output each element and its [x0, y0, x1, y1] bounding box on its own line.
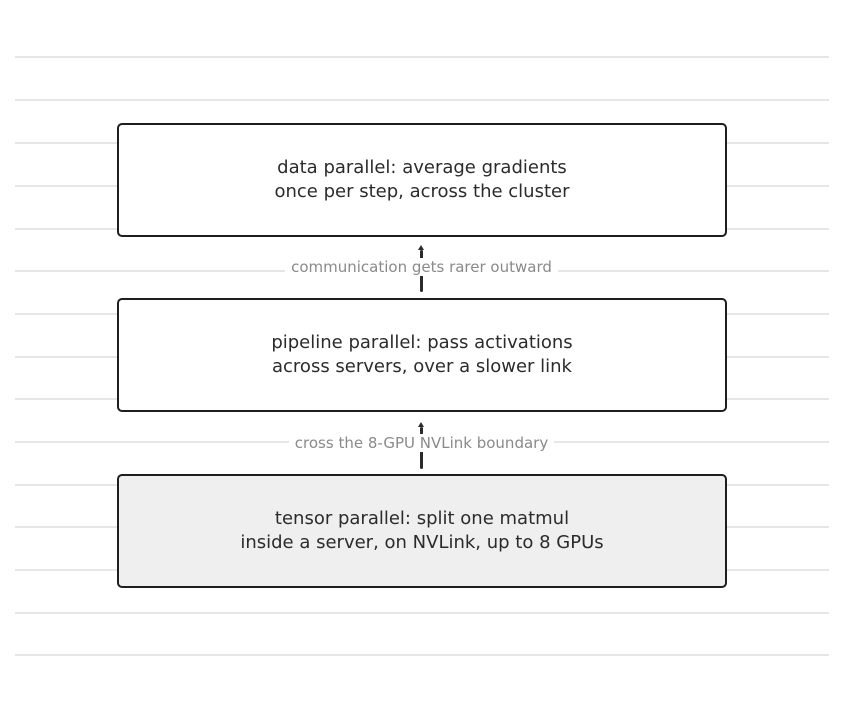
pipeline-parallel-box	[117, 298, 727, 412]
edge-label-text: cross the 8-GPU NVLink boundary	[289, 434, 554, 452]
data-parallel-box	[117, 123, 727, 237]
edge-label-text: communication gets rarer outward	[285, 258, 558, 276]
tensor-parallel-box	[117, 474, 727, 588]
node-text-line: data parallel: average gradients	[277, 157, 567, 178]
node-text-line: inside a server, on NVLink, up to 8 GPUs	[240, 532, 604, 553]
ruled-line	[15, 56, 829, 58]
ruled-line	[15, 654, 829, 656]
ruled-line	[15, 99, 829, 101]
node-text-line: once per step, across the cluster	[274, 181, 570, 202]
edge-label	[0, 258, 843, 276]
ruled-line	[15, 612, 829, 614]
edge-label	[0, 434, 843, 452]
node-text-line: tensor parallel: split one matmul	[274, 508, 570, 529]
node-text-line: pipeline parallel: pass activations	[271, 332, 573, 353]
node-text-line: across servers, over a slower link	[272, 356, 572, 377]
